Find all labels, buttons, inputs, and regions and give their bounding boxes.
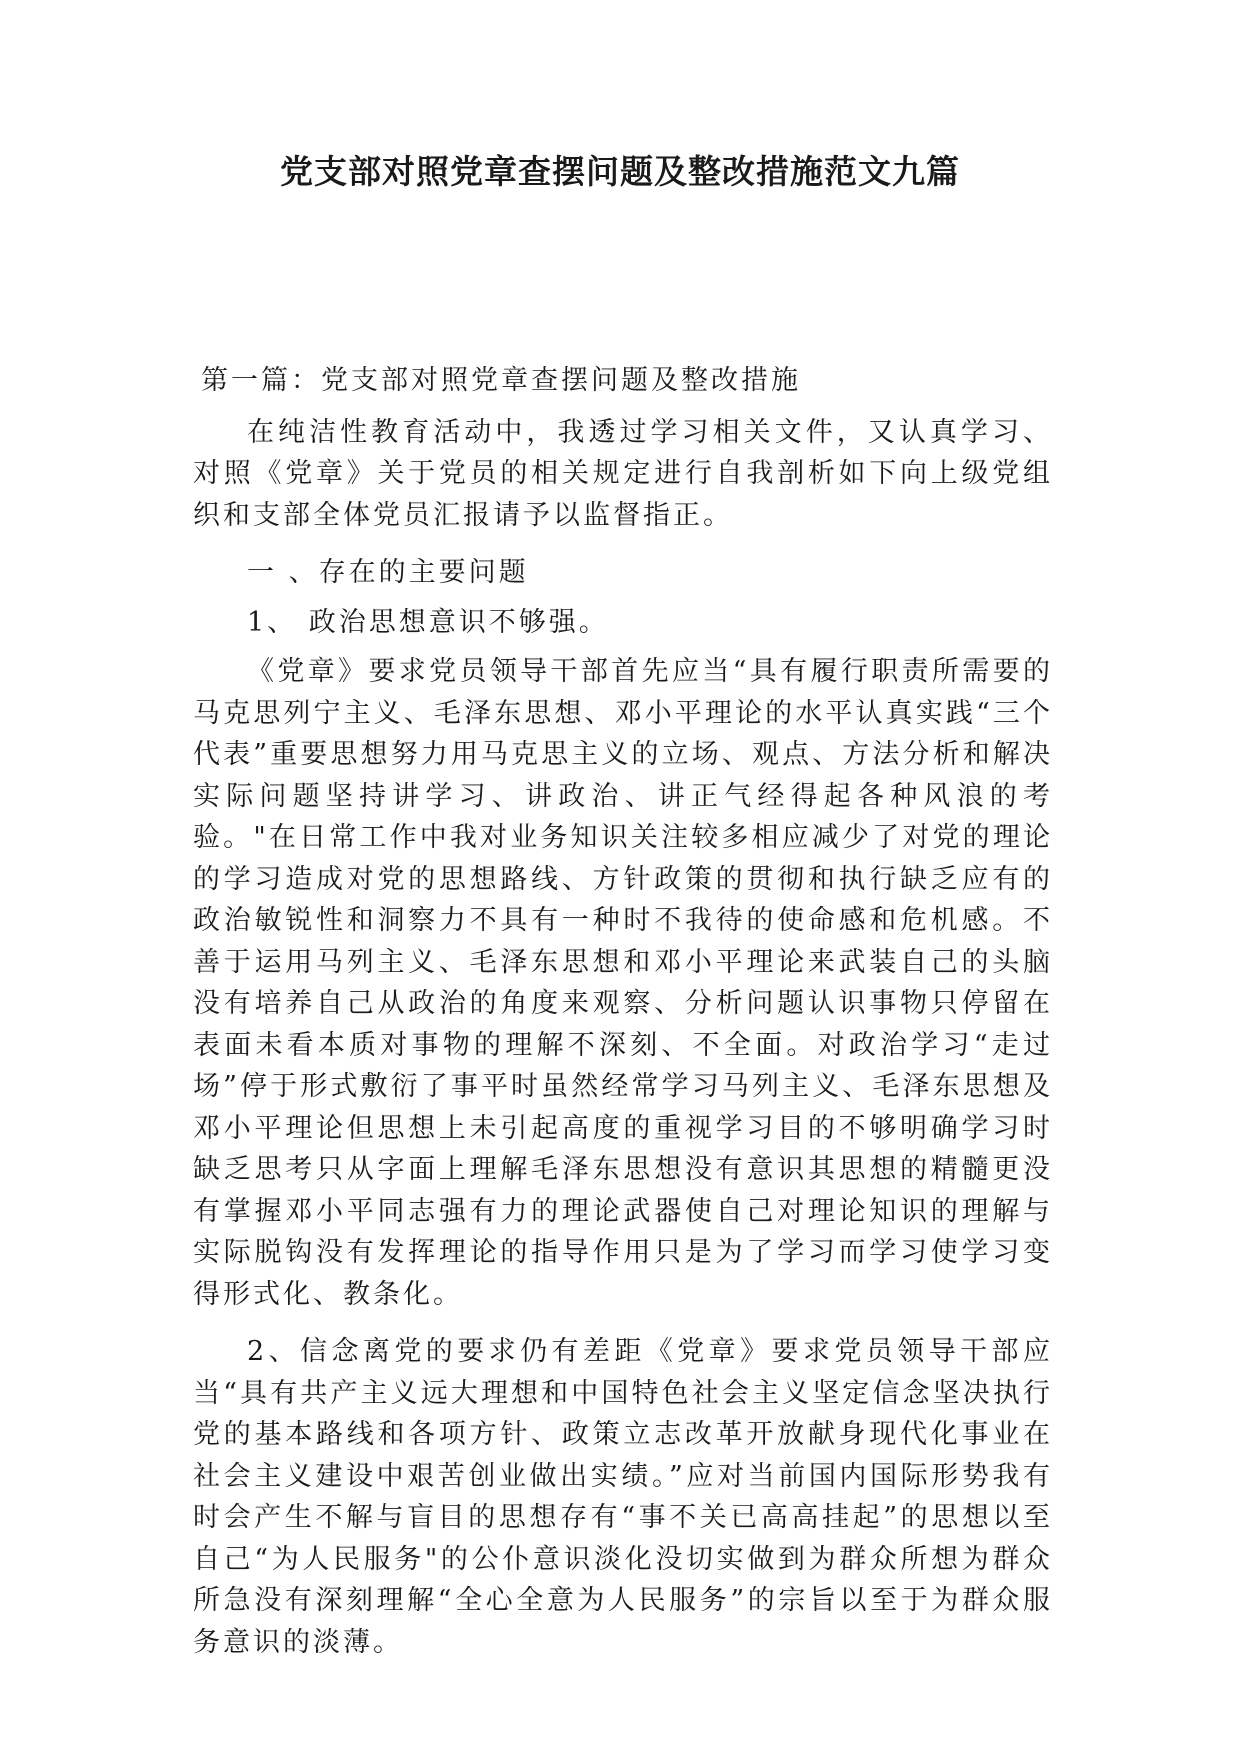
- problem-2-paragraph: 2、信念离党的要求仍有差距《党章》要求党员领导干部应当“具有共产主义远大理想和中国特色社会主义坚定信念坚决执行党的基本路线和各项方针、政策立志改革开放献身现代化事业在社会主义建设中艰苦创业做出实绩。”应对当前国内国际形势我有时会产生不解与盲目的思想存有“事不关已高高挂起”的思想以至自己“为人民服务"的公仆意识淡化没切实做到为群众所想为群众所急没有深刻理解“全心全意为人民服务”的宗旨以至于为群众服务意识的淡薄。: [193, 1336, 1053, 1658]
- problem-1-heading: 1、 政治思想意识不够强。: [247, 606, 609, 638]
- problem-1-paragraph: 《党章》要求党员领导干部首先应当“具有履行职责所需要的马克思列宁主义、毛泽东思想、邓小平理论的水平认真实践“三个代表”重要思想努力用马克思主义的立场、观点、方法分析和解决实际问题坚持讲学习、讲政治、讲正气经得起各种风浪的考验。"在日常工作中我对业务知识关注较多相应减少了对党的理论的学习造成对党的思想路线、方针政策的贯彻和执行缺乏应有的政治敏锐性和洞察力不具有一种时不我待的使命感和危机感。不善于运用马列主义、毛泽东思想和邓小平理论来武装自己的头脑没有培养自己从政治的角度来观察、分析问题认识事物只停留在表面未看本质对事物的理解不深刻、不全面。对政治学习“走过场”停于形式敷衍了事平时虽然经常学习马列主义、毛泽东思想及邓小平理论但思想上未引起高度的重视学习目的不够明确学习时缺乏思考只从字面上理解毛泽东思想没有意识其思想的精髓更没有掌握邓小平同志强有力的理论武器使自己对理论知识的理解与实际脱钩没有发挥理论的指导作用只是为了学习而学习使学习变得形式化、教条化。: [193, 656, 1053, 1310]
- document-title: 党支部对照党章查摆问题及整改措施范文九篇: [280, 152, 960, 191]
- section-heading: 第一篇：党支部对照党章查摆问题及整改措施: [201, 365, 801, 396]
- document-body: [193, 360, 1053, 1663]
- intro-paragraph: 在纯洁性教育活动中，我透过学习相关文件，又认真学习、对照《党章》关于党员的相关规定进行自我剖析如下向上级党组织和支部全体党员汇报请予以监督指正。: [193, 416, 1053, 531]
- problems-heading: 一 、存在的主要问题: [247, 557, 529, 588]
